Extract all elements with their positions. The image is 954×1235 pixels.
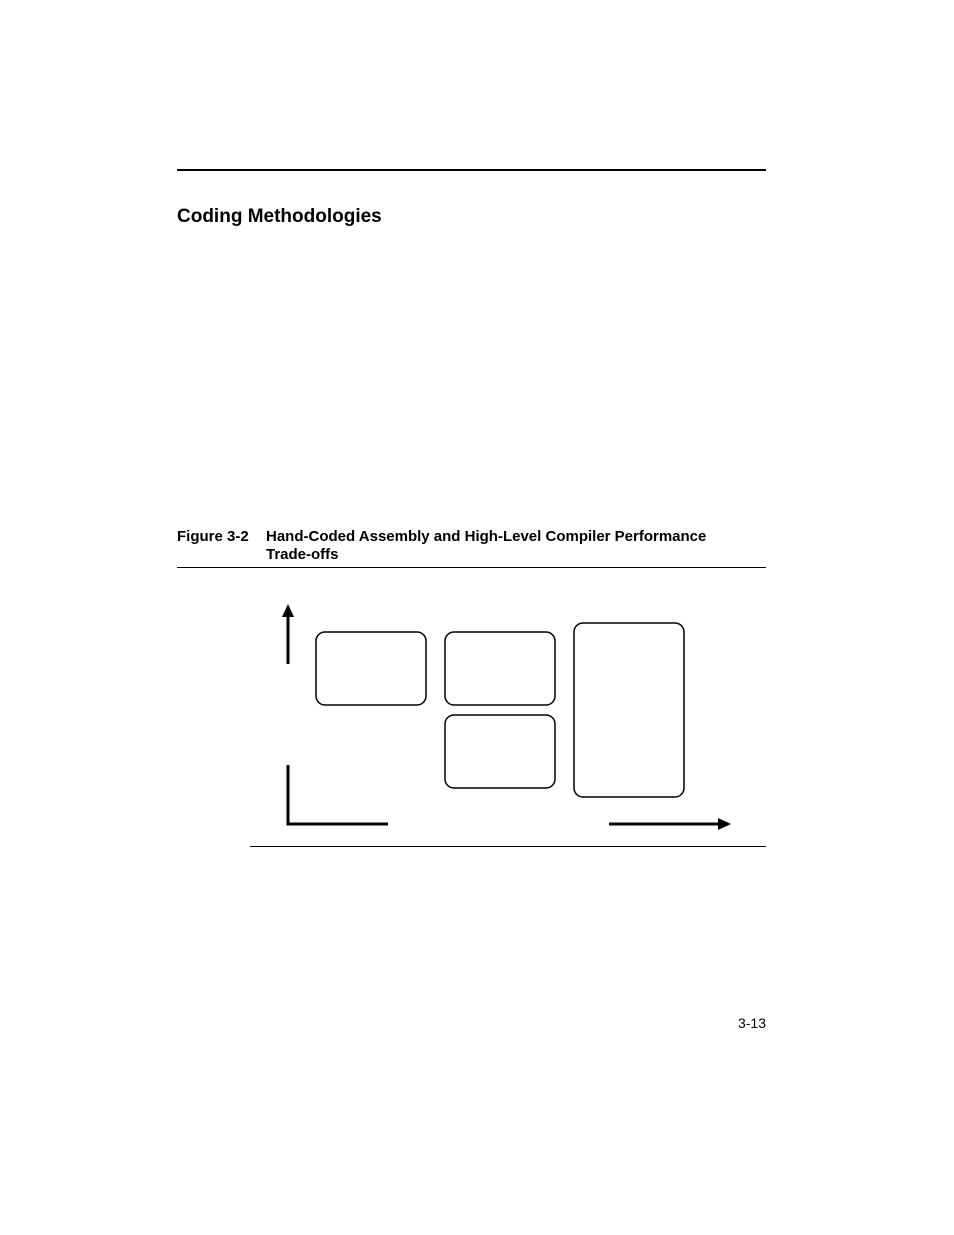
header-rule	[177, 169, 766, 171]
page-number: 3-13	[737, 1015, 766, 1031]
caption-rule	[177, 567, 766, 568]
section-title: Coding Methodologies	[177, 206, 382, 227]
vertical-axis-arrow	[282, 604, 294, 664]
figure-title: Hand-Coded Assembly and High-Level Compiler Performance Trade-offs	[266, 528, 707, 563]
figure-bottom-rule	[250, 846, 766, 847]
diagram-box-middle-top	[445, 632, 555, 705]
tradeoff-diagram	[250, 590, 766, 840]
horizontal-axis-arrow	[609, 818, 731, 830]
figure-label: Figure 3-2	[177, 528, 249, 545]
diagram-box-left	[316, 632, 426, 705]
diagram-box-right	[574, 623, 684, 797]
axis-corner	[288, 765, 388, 824]
diagram-box-middle-bottom	[445, 715, 555, 788]
